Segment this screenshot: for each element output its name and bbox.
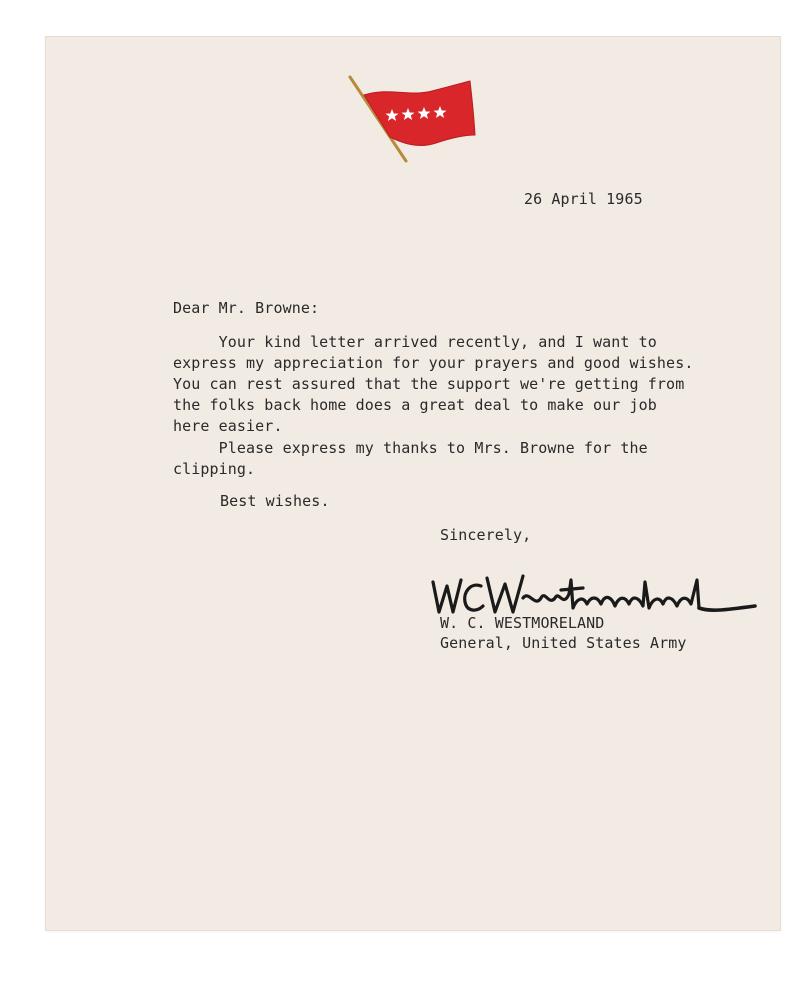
letter-paragraph-1: Your kind letter arrived recently, and I want to express my appreciation for your prayers and good wishes. You can rest assured that the support we're getting from the folks back home does a great deal to make our job here easier. [173, 333, 694, 435]
signer-title: General, United States Army [440, 634, 687, 652]
letter-date: 26 April 1965 [524, 190, 643, 208]
letter-closing-sincerely: Sincerely, [440, 526, 532, 544]
letter-closing-best-wishes: Best wishes. [220, 492, 330, 510]
four-star-flag-icon [344, 73, 476, 165]
letter-paper [46, 37, 780, 930]
letter-salutation: Dear Mr. Browne: [173, 299, 320, 317]
signer-name: W. C. WESTMORELAND [440, 614, 605, 632]
letter-paragraph-2: Please express my thanks to Mrs. Browne for the clipping. [173, 439, 648, 478]
flag-cloth [364, 81, 475, 145]
